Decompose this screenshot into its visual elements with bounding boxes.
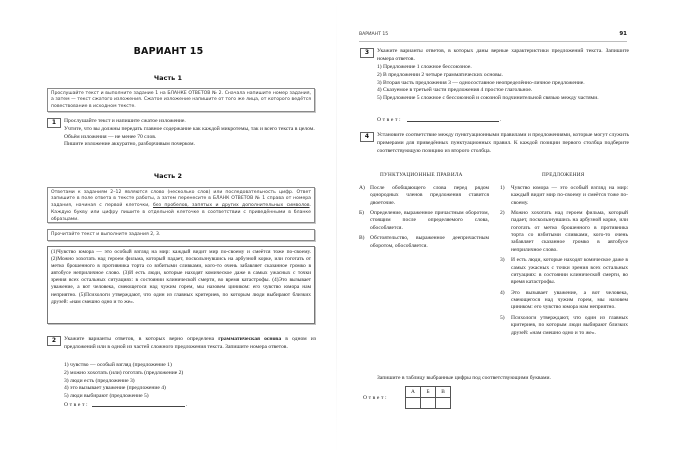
task1-text: [64, 118, 316, 149]
task2-prompt: Укажите варианты ответов, в которых верно определена грамматическая основа в одном из предложений или в одной из частей сложного предложения текста. Запишите номера ответов.: [64, 336, 317, 350]
part2-instruction: Ответами к заданиям 2–12 являются слово (несколько слов) или последовательность цифр. Ответ запишите в поле ответа в тексте работы, а затем перенесите в БЛАНК ОТВЕТОВ № 1 справа от номера задания, начиная с первой клеточки, без пробелов, запятых и других дополнительных символов. Каждую букву или цифру пишите в отдельной клеточке в соответствии с приведёнными в бланке образцами.: [47, 187, 315, 223]
option-item: 5) люди выбирают (предложение 5): [64, 393, 149, 400]
task3-answer-field[interactable]: [407, 121, 499, 122]
task1-line: Объём изложения — не менее 70 слов.: [64, 133, 157, 140]
answer-cell-b[interactable]: [421, 398, 436, 409]
task1-line: Прослушайте текст и напишите сжатое изложение.: [64, 118, 186, 124]
task2-answer-label: Ответ:: [64, 402, 90, 408]
reading-passage: (1)Чувство юмора — это особый взгляд на мир: каждый видит мир по-своему и смеётся тоже по-своему. (2)Можно хохотать над героем фильма, который падает, поскользнувшись на арбузной корке, или гоготать от метко брошенного в противника торта со взбитыми сливками, кого-то очень забавляет сказанное громко в автобусе неприличное слово. (3)И есть люди, которые находят комическое даже в самых ужасных с точки зрения всех остальных ситуациях: в состоянии клинической смерти, во время катастрофы. (4)Это вызывает уважение, а вот человека, смеющегося над чужим горем, мы назовем циником: его чувство юмора нам неприятно. (5)Психологи утверждают, что один из главных критериев, по которым люди выбирают близких друзей: «нам смешно одно и то же».: [47, 246, 315, 324]
task1-line: Учтите, что вы должны передать главное содержание как каждой микротемы, так и всего текста в целом.: [64, 125, 315, 132]
sentence-item: 1) Чувство юмора — это особый взгляд на мир: каждый видит мир по-своему и смеётся тоже по-своему.: [500, 185, 628, 206]
answer-period: .: [186, 402, 189, 408]
page-number: 91: [619, 31, 627, 37]
option-item: 4) это вызывает уважение (предложение 4): [64, 385, 166, 392]
running-header-title: ВАРИАНТ 15: [359, 32, 389, 37]
sentence-item: 2) Можно хохотать над героем фильма, который падает, поскользнувшись на арбузной корке, или гоготать от метко брошенного в противника торта со взбитыми сливками, кого-то очень забавляет сказанное громко в автобусе неприличное слово.: [500, 210, 628, 253]
bold-term: грамматическая основа: [218, 336, 282, 342]
rules-column: [359, 185, 489, 253]
option-item: 3) люди есть (предложение 3): [64, 377, 135, 384]
rule-item: Б) Определение, выраженное причастным оборотом, стоящим после определяемого слова, обособляется.: [359, 210, 489, 231]
option-item: 1) Предложение 1 сложное бессоюзное.: [377, 64, 472, 70]
answer-table: [405, 386, 451, 409]
table-instruction: Запишите в таблицу выбранные цифры под соответствующими буквами.: [377, 375, 551, 381]
rule-item: В) Обстоятельство, выраженное деепричастным оборотом, обособляется.: [359, 235, 489, 249]
sentence-item: 5) Психологи утверждают, что один из главных критериев, по которым люди выбирают близких друзей: «нам смешно одно и то же».: [500, 314, 628, 336]
option-item: 2) можно хохотать (или) гоготать (предложение 2): [64, 369, 184, 376]
task1-number: 1: [47, 118, 61, 128]
rule-item: А) После обобщающего слова перед рядом однородных членов предложения ставится двоеточие.: [359, 185, 489, 206]
option-item: 2) В предложении 2 четыре грамматических основы.: [377, 71, 503, 78]
answer-cell-v[interactable]: [436, 398, 451, 409]
rules-column-heading: ПУНКТУАЦИОННЫЕ ПРАВИЛА: [380, 172, 463, 178]
sentences-column-heading: ПРЕДЛОЖЕНИЯ: [542, 172, 585, 178]
right-page: [337, 0, 674, 455]
part1-instruction: Прослушайте текст и выполните задание 1 на БЛАНКЕ ОТВЕТОВ № 2. Сначала напишите номер задания, а затем — текст сжатого изложения. Сжатое изложение напишите от того же лица, от которого ведётся повествование в исходном тексте.: [47, 88, 315, 112]
task3-prompt: Укажите варианты ответов, в которых даны верные характеристики предложений текста. Запишите номера ответов.: [377, 48, 629, 62]
task3-number: 3: [360, 48, 374, 58]
underlined-rule: без пробелов, запятых и других дополнительных символов: [152, 203, 310, 209]
option-item: 4) Сказуемое в третьей части предложения 4 простое глагольное.: [377, 87, 533, 94]
task4-answer-label: Ответ:: [363, 395, 389, 401]
read-prompt: Прочитайте текст и выполните задания 2, 3.: [47, 229, 315, 241]
task1-line: Пишите изложение аккуратно, разборчивым почерком.: [64, 141, 195, 148]
option-item: 3) Вторая часть предложения 3 — односоставное неопределённо-личное предложение.: [377, 79, 585, 86]
part1-heading: Часть 1: [153, 74, 183, 82]
answer-cell-a[interactable]: [406, 398, 421, 409]
table-header-v: В: [436, 387, 451, 398]
option-item: 1) чувство — особый взгляд (предложение 1): [64, 362, 172, 368]
part2-heading: Часть 2: [153, 172, 183, 180]
sentence-item: 3) И есть люди, которые находят комическое даже в самых ужасных с точки зрения всех остальных ситуациях: в состоянии клинической смерти, во время катастрофы.: [500, 257, 628, 286]
table-header-a: А: [406, 387, 421, 398]
answer-period: .: [500, 117, 503, 123]
table-header-b: Б: [421, 387, 436, 398]
task4-number: 4: [360, 132, 374, 142]
variant-title: ВАРИАНТ 15: [133, 46, 204, 57]
sentence-item: 4) Это вызывает уважение, а вот человека, смеющегося над чужим горем, мы назовем циником: его чувство юмора нам неприятно.: [500, 289, 628, 311]
task3-options: [377, 64, 629, 103]
running-header: [359, 32, 627, 42]
task2-options: [64, 362, 316, 401]
option-item: 5) Предложение 5 сложное с бессоюзной и союзной подчинительной связью между частями.: [377, 95, 599, 102]
task3-answer-label: Ответ:: [377, 117, 403, 123]
task4-prompt: Установите соответствие между пунктуационными правилами и предложениями, которые могут служить примерами для приведённых пунктуационных правил. К каждой позиции первого столбца подберите соответствующую позицию из второго столбца.: [377, 132, 629, 154]
sentences-column: [500, 185, 628, 340]
task2-number: 2: [47, 336, 61, 346]
task2-answer-field[interactable]: [92, 406, 185, 407]
